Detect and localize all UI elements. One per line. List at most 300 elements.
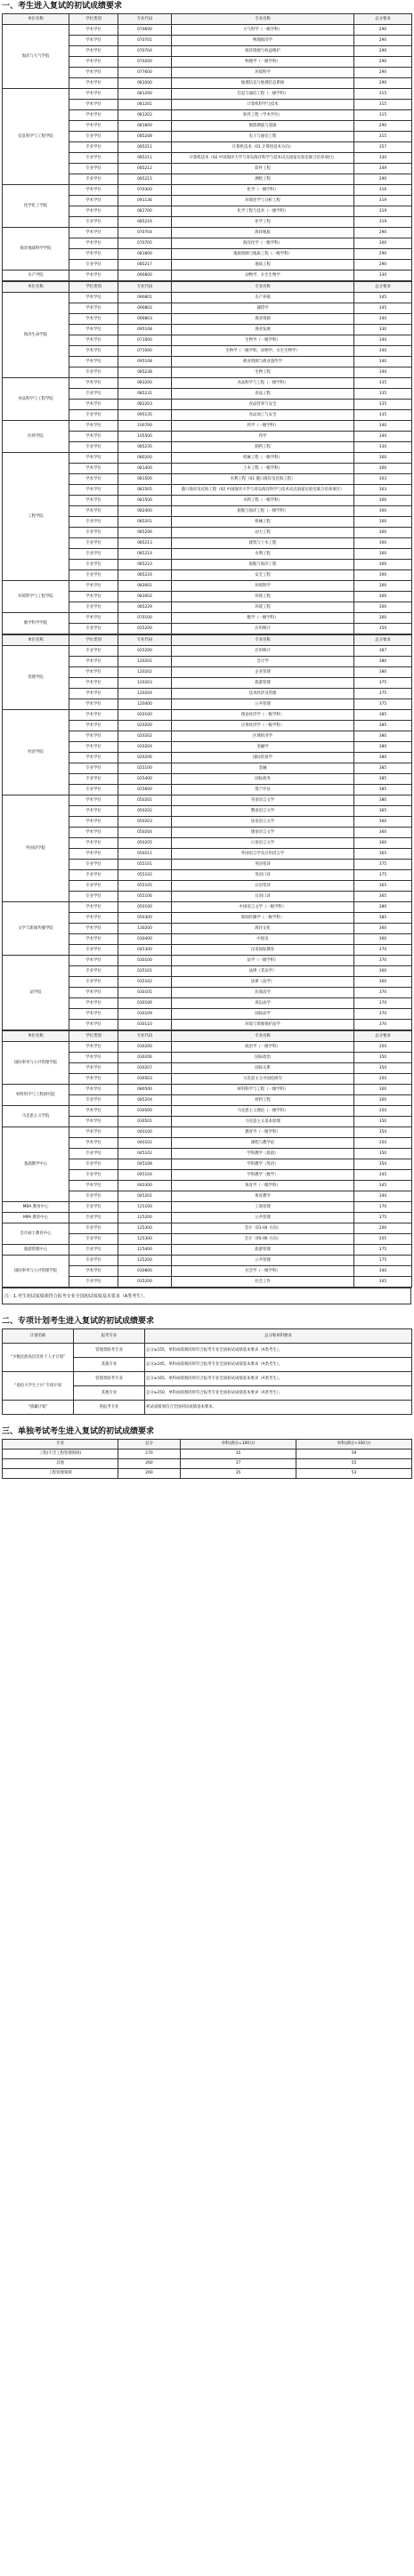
score-requirement: 335 [354, 410, 412, 421]
unit-name: MPA 教育中心 [3, 1213, 69, 1223]
score-requirement: 290 [354, 36, 412, 46]
unit-name: 海洋与大气学院 [3, 25, 69, 89]
degree-type: 专业学位 [69, 164, 118, 174]
header-score: 总分要求 [354, 635, 412, 646]
degree-type: 学术学位 [69, 988, 118, 998]
score-requirement: 340 [354, 357, 412, 367]
major-code: 020200 [118, 721, 172, 731]
degree-type: 学术学位 [69, 238, 118, 249]
score-requirement: 375 [354, 870, 412, 881]
header-major: 报考专业 [74, 1329, 145, 1344]
requirement: 初试成绩须符合全国初试成绩基本要求。 [145, 1401, 412, 1415]
major-name: 法律（非法学） [172, 966, 354, 977]
major-code: 025200 [118, 624, 172, 634]
unit-name: 马克思主义学院 [3, 1106, 69, 1127]
score-requirement: 385 [354, 710, 412, 721]
score-requirement: 360 [354, 817, 412, 828]
major: 工程管理领域 [3, 1469, 118, 1479]
degree-type: 学术学位 [69, 753, 118, 763]
score-requirement: 319 [354, 196, 412, 206]
unit-name: 旅游管理中心 [3, 1245, 69, 1256]
unit-name: 材料科学与工程研究院 [3, 1085, 69, 1106]
major-name: 软件工程（学术学位） [172, 110, 354, 121]
major-name: 生物学（一级学科，动物学、水生生物学） [172, 346, 354, 357]
major-code: 045300 [118, 945, 172, 956]
score-requirement: 365 [354, 849, 412, 860]
score-requirement: 350 [354, 1149, 412, 1159]
header-row [3, 1031, 412, 1042]
degree-type: 学术学位 [69, 68, 118, 78]
major: 各报考专业 [74, 1401, 145, 1415]
single-100: 35 [181, 1450, 296, 1459]
major-code: 081000 [118, 78, 172, 89]
degree-type: 学术学位 [69, 325, 118, 335]
table-row [3, 956, 412, 966]
degree-type: 专业学位 [69, 217, 118, 228]
major-code: 083002 [118, 592, 172, 602]
major-name: 环境科学 [172, 68, 354, 78]
major-code: 085214 [118, 549, 172, 560]
major-code: 081200 [118, 89, 172, 100]
header-unit: 单位名称 [3, 14, 69, 25]
unit-name: 法学院 [3, 956, 69, 1030]
degree-type: 学术学位 [69, 1042, 118, 1053]
requirement: 总分≥155，单科成绩须同时符合报考专业全国初试成绩基本要求（A类考生）。 [145, 1344, 412, 1358]
section2-title: 二、专项计划考生进入复试的初试成绩要求 [2, 1317, 155, 1326]
header-unit: 单位名称 [3, 635, 69, 646]
total-score: 270 [118, 1450, 181, 1459]
score-requirement: 316 [354, 185, 412, 196]
major: 工程(不含工程管理领域) [3, 1450, 118, 1459]
degree-type: 学术学位 [69, 46, 118, 57]
major-code: 125100 [118, 1202, 172, 1213]
degree-type: 专业学位 [69, 1223, 118, 1234]
header-score: 总分要求 [354, 14, 412, 25]
major-code: 070704 [118, 228, 172, 238]
requirements-table [2, 13, 412, 281]
header-code: 专业代码 [118, 635, 172, 646]
plan-name: “少数民族高层次骨干人才计划” [3, 1344, 74, 1372]
header-single-100: 单科(满分=100分) [181, 1440, 296, 1450]
score-requirement: 300 [354, 1095, 412, 1106]
degree-type: 专业学位 [69, 966, 118, 977]
major-code: 030110 [118, 1020, 172, 1030]
score-requirement: 300 [354, 570, 412, 581]
major-name: 动物学、水生生物学 [172, 271, 354, 281]
major-name: 海洋地质 [172, 228, 354, 238]
major-name: 捕捞学 [172, 303, 354, 314]
major-name: 会计（01-04 方向） [172, 1223, 354, 1234]
major-name: 食品科学与工程（一级学科） [172, 378, 354, 389]
unit-name: 数学科学学院 [3, 613, 69, 634]
major-code: 085201 [118, 517, 172, 528]
degree-type: 专业学位 [69, 602, 118, 613]
section2-header-row [3, 1329, 412, 1344]
unit-name: 环境科学与工程学院 [3, 581, 69, 613]
major-name: 社会工作 [172, 1277, 354, 1288]
major-code: 045201 [118, 1191, 172, 1202]
major-name: 国际贸易学 [172, 753, 354, 763]
degree-type: 专业学位 [69, 389, 118, 400]
score-requirement: 290 [354, 121, 412, 132]
degree-type: 学术学位 [69, 1127, 118, 1138]
score-requirement: 350 [354, 1127, 412, 1138]
degree-type: 专业学位 [69, 860, 118, 870]
requirements-table [2, 1030, 412, 1288]
degree-type: 学术学位 [69, 1020, 118, 1030]
major-code: 100700 [118, 421, 172, 432]
score-requirement: 335 [354, 400, 412, 410]
section3-table [2, 1439, 412, 1479]
major-name: 材料科学与工程（一级学科） [172, 1085, 354, 1095]
score-requirement: 315 [354, 132, 412, 142]
degree-type: 学术学位 [69, 464, 118, 474]
major-code: 030800 [118, 1266, 172, 1277]
degree-type: 专业学位 [69, 1277, 118, 1288]
degree-type: 学术学位 [69, 89, 118, 100]
major-name: 环境科学 [172, 581, 354, 592]
degree-type: 学术学位 [69, 421, 118, 432]
major-name: 学科教学（数学） [172, 1170, 354, 1181]
score-requirement: 290 [354, 174, 412, 185]
score-requirement: 370 [354, 998, 412, 1009]
unit-name: 信息科学与工程学院 [3, 89, 69, 185]
major-code: 030400 [118, 934, 172, 945]
degree-type: 学术学位 [69, 293, 118, 303]
unit-name: 基础教学中心 [3, 1127, 69, 1202]
degree-type: 学术学位 [69, 721, 118, 731]
major-code: 030200 [118, 1042, 172, 1053]
score-requirement: 340 [354, 1266, 412, 1277]
major-name: 汉语国际教育 [172, 945, 354, 956]
score-requirement: 350 [354, 1074, 412, 1085]
table-row [3, 710, 412, 721]
major-code: 081500 [118, 474, 172, 485]
major-code: 125300 [118, 1223, 172, 1234]
total-score: 260 [118, 1459, 181, 1469]
section1-note-table [2, 1288, 411, 1304]
major-name: 国际政治 [172, 1053, 354, 1063]
table-row [3, 185, 412, 196]
degree-type: 学术学位 [69, 689, 118, 699]
major-name: 物理海洋学 [172, 36, 354, 46]
degree-type: 学术学位 [69, 110, 118, 121]
score-requirement: 290 [354, 78, 412, 89]
score-requirement: 380 [354, 795, 412, 806]
major-name: 药学（一级学科） [172, 421, 354, 432]
score-requirement: 300 [354, 496, 412, 506]
score-requirement: 290 [354, 68, 412, 78]
major-code: 085235 [118, 442, 172, 453]
degree-type: 学术学位 [69, 795, 118, 806]
major-name: 食品营养与安全 [172, 400, 354, 410]
major-name: 港口海岸及近海工程（02 中国海洋大学与青岛海洋科学与技术试点国家实验室联合培养项目） [172, 485, 354, 496]
score-requirement: 319 [354, 217, 412, 228]
degree-type: 学术学位 [69, 817, 118, 828]
degree-type: 学术学位 [69, 678, 118, 689]
degree-type: 专业学位 [69, 1159, 118, 1170]
degree-type: 学术学位 [69, 314, 118, 325]
score-requirement: 349 [354, 164, 412, 174]
degree-type: 专业学位 [69, 153, 118, 164]
score-requirement: 357 [354, 142, 412, 153]
score-requirement: 303 [354, 485, 412, 496]
score-requirement: 300 [354, 592, 412, 602]
unit-name: MBA 教育中心 [3, 1202, 69, 1213]
major-name: 日语语言文学 [172, 838, 354, 849]
major-code: 130200 [118, 924, 172, 934]
major-code: 125200 [118, 1256, 172, 1266]
major-name: 法学（一级学科） [172, 956, 354, 966]
score-requirement: 345 [354, 1277, 412, 1288]
major-name: 英语笔译 [172, 860, 354, 870]
score-requirement: 300 [354, 538, 412, 549]
degree-type: 学术学位 [69, 100, 118, 110]
degree-type: 学术学位 [69, 1053, 118, 1063]
major-code: 030207 [118, 1063, 172, 1074]
degree-type: 专业学位 [69, 1256, 118, 1266]
major-name: 法语语言文学 [172, 817, 354, 828]
major-code: 095108 [118, 325, 172, 335]
major-name: 化学工程与技术（一级学科） [172, 206, 354, 217]
unit-name: 经济学院 [3, 710, 69, 795]
requirement: 总分≥165，单科成绩须同时符合报考专业全国初试成绩基本要求（A类考生）。 [145, 1372, 412, 1386]
degree-type: 学术学位 [69, 956, 118, 966]
degree-type: 学术学位 [69, 196, 118, 206]
major-code: 095135 [118, 410, 172, 421]
score-requirement: 380 [354, 731, 412, 742]
header-plan-name: 计划名称 [3, 1329, 74, 1344]
header-degree-type: 学位类别 [69, 635, 118, 646]
score-requirement: 340 [354, 421, 412, 432]
table-row [3, 1106, 412, 1117]
degree-type: 专业学位 [69, 174, 118, 185]
table-row [3, 1469, 412, 1479]
major-name: 地质工程 [172, 260, 354, 271]
major-name: 动力工程 [172, 528, 354, 538]
score-requirement: 365 [354, 806, 412, 817]
score-requirement: 387 [354, 646, 412, 657]
major-code: 025100 [118, 763, 172, 774]
major-code: 050204 [118, 828, 172, 838]
table-row [3, 646, 412, 657]
unit-name: 海洋生命学院 [3, 293, 69, 378]
major-name: 俄语语言文学 [172, 806, 354, 817]
major-code: 085204 [118, 1095, 172, 1106]
major-code: 081202 [118, 110, 172, 121]
score-requirement: 290 [354, 228, 412, 238]
major-name: 国际关系 [172, 1063, 354, 1074]
unit-name: 国际事务与公共管理学院 [3, 1256, 69, 1288]
section1-note: 注：1.考生初试成绩须符合报考专业全国初试成绩基本要求（A类考生）。 [3, 1288, 411, 1304]
score-requirement: 350 [354, 1106, 412, 1117]
major-code: 105500 [118, 432, 172, 442]
degree-type: 专业学位 [69, 1234, 118, 1245]
degree-type: 专业学位 [69, 1213, 118, 1223]
degree-type: 学术学位 [69, 1181, 118, 1191]
score-requirement: 385 [354, 721, 412, 731]
requirement: 总分≥250，单科成绩须同时符合报考专业全国初试成绩基本要求（A类考生）。 [145, 1386, 412, 1401]
score-requirement: 375 [354, 678, 412, 689]
major-name: 诉讼法学 [172, 998, 354, 1009]
score-requirement: 290 [354, 25, 412, 36]
major-code: 070704 [118, 46, 172, 57]
major-name: 环境工程 [172, 602, 354, 613]
header-major: 专业 [3, 1440, 118, 1450]
major-code: 030109 [118, 1009, 172, 1020]
major-name: 渔业发展 [172, 325, 354, 335]
major-name: 生物工程 [172, 367, 354, 378]
major-code: 040102 [118, 1138, 172, 1149]
degree-type: 学术学位 [69, 1117, 118, 1127]
major-name: 中国语言文学（一级学科） [172, 902, 354, 913]
degree-type: 学术学位 [69, 581, 118, 592]
major-name: 水产养殖 [172, 293, 354, 303]
major-name: 技术经济及管理 [172, 689, 354, 699]
degree-type: 学术学位 [69, 357, 118, 367]
score-requirement: 365 [354, 892, 412, 902]
major-name: 教育学（一级学科） [172, 1127, 354, 1138]
degree-type: 专业学位 [69, 560, 118, 570]
degree-type: 学术学位 [69, 838, 118, 849]
table-row [3, 25, 412, 36]
score-requirement: 350 [354, 1117, 412, 1127]
score-requirement: 300 [354, 506, 412, 517]
score-requirement: 330 [354, 325, 412, 335]
degree-type: 专业学位 [69, 442, 118, 453]
major-code: 085208 [118, 132, 172, 142]
major-name: 公共管理 [172, 1213, 354, 1223]
degree-type: 专业学位 [69, 870, 118, 881]
score-requirement: 300 [354, 517, 412, 528]
table-row [3, 1459, 412, 1469]
major-name: 旅游管理 [172, 678, 354, 689]
major-name: 材料工程 [172, 1095, 354, 1106]
score-requirement: 350 [354, 1159, 412, 1170]
major-code: 081201 [118, 100, 172, 110]
major-name: 化学（一级学科） [172, 185, 354, 196]
table-row [3, 293, 412, 303]
major-code: 045104 [118, 1170, 172, 1181]
degree-type: 学术学位 [69, 902, 118, 913]
major-name: 机械工程 [172, 517, 354, 528]
degree-type: 学术学位 [69, 613, 118, 624]
section2-table [2, 1328, 412, 1415]
score-requirement: 200 [354, 1223, 412, 1234]
major-name: 金融 [172, 763, 354, 774]
degree-type: 学术学位 [69, 731, 118, 742]
major-code: 085217 [118, 260, 172, 271]
score-requirement: 345 [354, 293, 412, 303]
single-over-100: 53 [296, 1469, 412, 1479]
major-code: 025400 [118, 774, 172, 785]
score-requirement: 300 [354, 1085, 412, 1095]
score-requirement: 375 [354, 689, 412, 699]
major-name: 软件工程 [172, 164, 354, 174]
unit-name: 文学与新闻传播学院 [3, 902, 69, 956]
major-name: 海洋资源与权益维护 [172, 46, 354, 57]
degree-type: 学术学位 [69, 432, 118, 442]
major-name: 制药工程 [172, 442, 354, 453]
major-code: 070300 [118, 185, 172, 196]
major-code: 081400 [118, 464, 172, 474]
header-unit: 单位名称 [3, 1031, 69, 1042]
major-code: 020204 [118, 742, 172, 753]
header-degree-type: 学位类别 [69, 282, 118, 293]
score-requirement: 360 [354, 966, 412, 977]
major-code: 045108 [118, 1159, 172, 1170]
major-name: 中国史 [172, 934, 354, 945]
header-code: 专业代码 [118, 282, 172, 293]
degree-type: 学术学位 [69, 346, 118, 357]
score-requirement: 175 [354, 1245, 412, 1256]
major-name: 公共管理 [172, 1256, 354, 1266]
major-name: 课程与教学论 [172, 1138, 354, 1149]
degree-type: 学术学位 [69, 121, 118, 132]
major-name: 计算机科学与技术 [172, 100, 354, 110]
degree-type: 专业学位 [69, 1170, 118, 1181]
major-code: 083001 [118, 581, 172, 592]
unit-name: 海洋地球科学学院 [3, 228, 69, 271]
header-row [3, 282, 412, 293]
degree-type: 学术学位 [69, 806, 118, 817]
degree-type: 学术学位 [69, 710, 118, 721]
major-code: 120204 [118, 689, 172, 699]
score-requirement: 345 [354, 1181, 412, 1191]
major-name: 英语口译 [172, 870, 354, 881]
header-unit: 单位名称 [3, 282, 69, 293]
major-code: 085211 [118, 153, 172, 164]
score-requirement: 360 [354, 934, 412, 945]
major-code: 120203 [118, 678, 172, 689]
degree-type: 学术学位 [69, 1085, 118, 1095]
major-name: 安全工程 [172, 570, 354, 581]
table-row [3, 1202, 412, 1213]
degree-type: 学术学位 [69, 335, 118, 346]
score-requirement: 175 [354, 1213, 412, 1223]
degree-type: 专业学位 [69, 785, 118, 795]
major-name: 会计学 [172, 657, 354, 667]
degree-type: 专业学位 [69, 367, 118, 378]
degree-type: 学术学位 [69, 998, 118, 1009]
single-over-100: 59 [296, 1450, 412, 1459]
major-name: 体育学（一级学科） [172, 1181, 354, 1191]
score-requirement: 319 [354, 206, 412, 217]
major-name: 食品加工与安全 [172, 410, 354, 421]
major-name: 日语口译 [172, 892, 354, 902]
major-name: 药学 [172, 432, 354, 442]
major-code: 050203 [118, 817, 172, 828]
degree-type: 学术学位 [69, 228, 118, 238]
degree-type: 学术学位 [69, 1009, 118, 1020]
degree-type: 专业学位 [69, 1149, 118, 1159]
table-row [3, 1450, 412, 1459]
degree-type: 专业学位 [69, 570, 118, 581]
plan-name: “援藏计划” [3, 1401, 74, 1415]
major-code: 040100 [118, 1127, 172, 1138]
major-name: 民商法学 [172, 988, 354, 998]
major-name: 社会学（一级学科） [172, 1266, 354, 1277]
score-requirement: 350 [354, 1138, 412, 1149]
unit-name: 管理学院 [3, 646, 69, 710]
degree-type: 学术学位 [69, 57, 118, 68]
major-name: 建筑与土木工程 [172, 538, 354, 549]
major-code: 080500 [118, 1085, 172, 1095]
degree-type: 专业学位 [69, 763, 118, 774]
score-requirement: 340 [354, 314, 412, 325]
major-code: 125200 [118, 1213, 172, 1223]
major-code: 081500 [118, 496, 172, 506]
